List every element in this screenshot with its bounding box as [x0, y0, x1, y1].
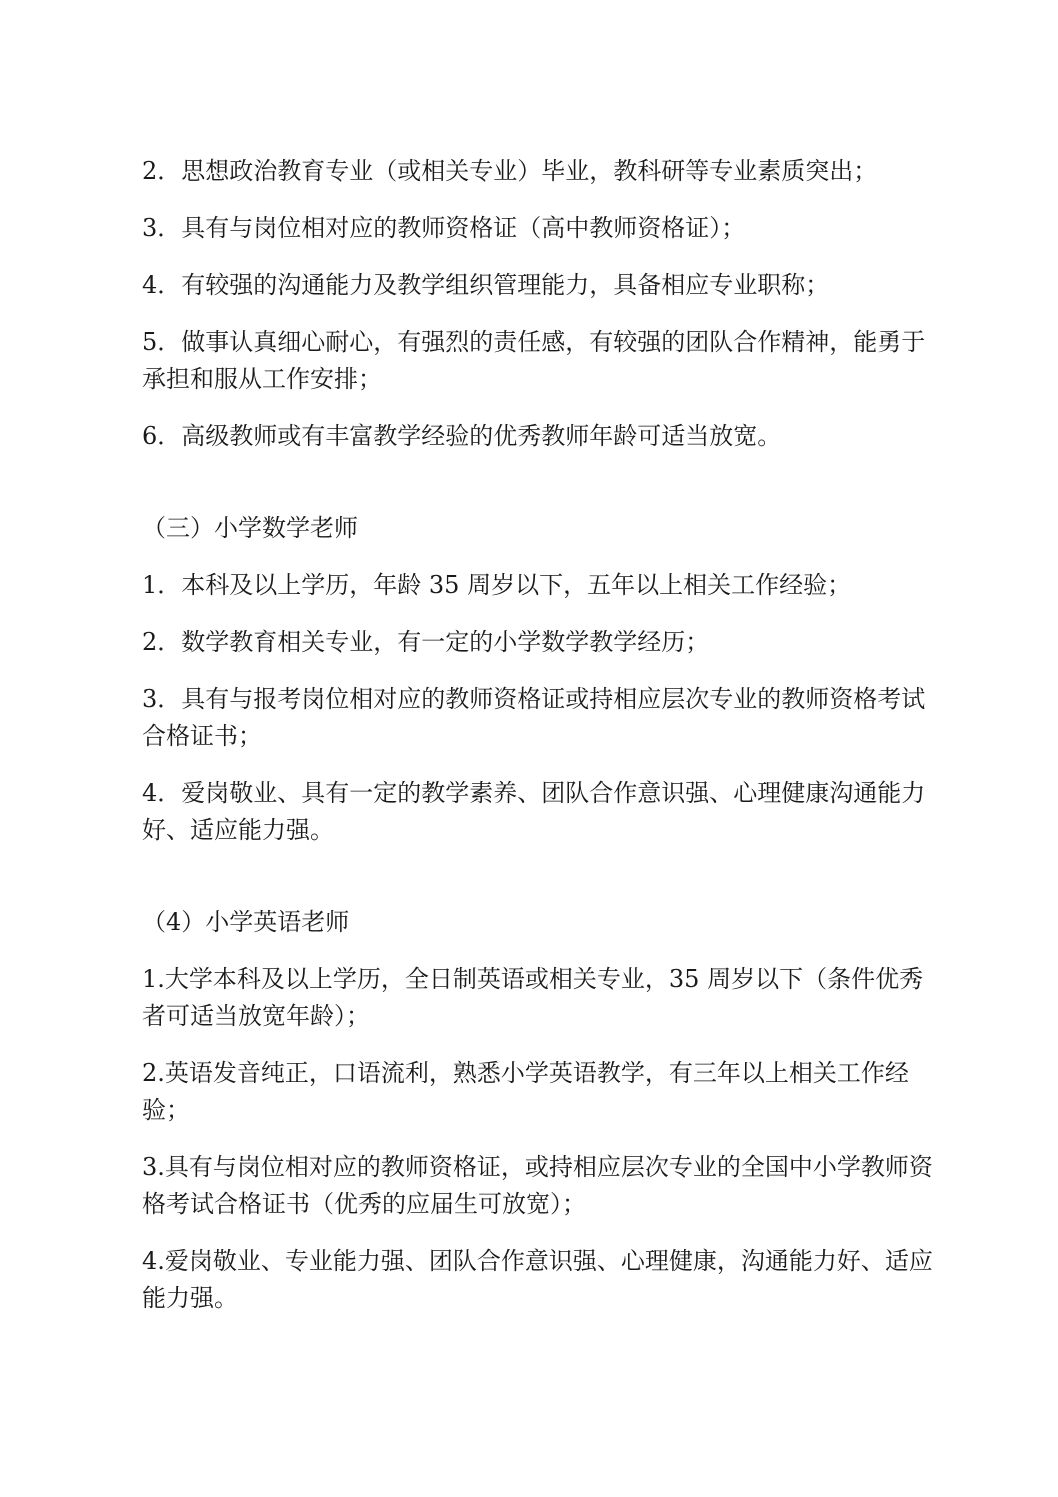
requirement-item: 4．有较强的沟通能力及教学组织管理能力，具备相应专业职称；	[142, 271, 830, 299]
section-heading-math: （三）小学数学老师	[142, 514, 358, 542]
section-heading-english: （4）小学英语老师	[142, 908, 350, 936]
requirement-item: 2．思想政治教育专业（或相关专业）毕业，教科研等专业素质突出；	[142, 157, 878, 185]
section-spacer	[142, 869, 938, 904]
requirement-item: 1．本科及以上学历，年龄 35 周岁以下，五年以上相关工作经验；	[142, 571, 852, 599]
requirement-item: 6．高级教师或有丰富教学经验的优秀教师年龄可适当放宽。	[142, 422, 782, 450]
requirement-item: 4.爱岗敬业、专业能力强、团队合作意识强、心理健康，沟通能力好、适应能力强。	[142, 1247, 933, 1312]
requirement-item: 5．做事认真细心耐心，有强烈的责任感，有较强的团队合作精神，能勇于承担和服从工作安排；	[142, 328, 926, 393]
section-spacer	[142, 475, 938, 510]
requirement-item: 3.具有与岗位相对应的教师资格证，或持相应层次专业的全国中小学教师资格考试合格证书（优秀的应届生可放宽）；	[142, 1153, 933, 1218]
requirement-item: 2．数学教育相关专业，有一定的小学数学教学经历；	[142, 628, 710, 656]
requirement-item: 2.英语发音纯正，口语流利，熟悉小学英语教学，有三年以上相关工作经验；	[142, 1059, 909, 1124]
requirement-item: 4．爱岗敬业、具有一定的教学素养、团队合作意识强、心理健康沟通能力好、适应能力强。	[142, 779, 926, 844]
requirement-item: 1.大学本科及以上学历，全日制英语或相关专业，35 周岁以下（条件优秀者可适当放宽年龄）；	[142, 965, 924, 1030]
requirement-item: 3．具有与报考岗位相对应的教师资格证或持相应层次专业的教师资格考试合格证书；	[142, 685, 926, 750]
requirement-item: 3．具有与岗位相对应的教师资格证（高中教师资格证）；	[142, 214, 746, 242]
